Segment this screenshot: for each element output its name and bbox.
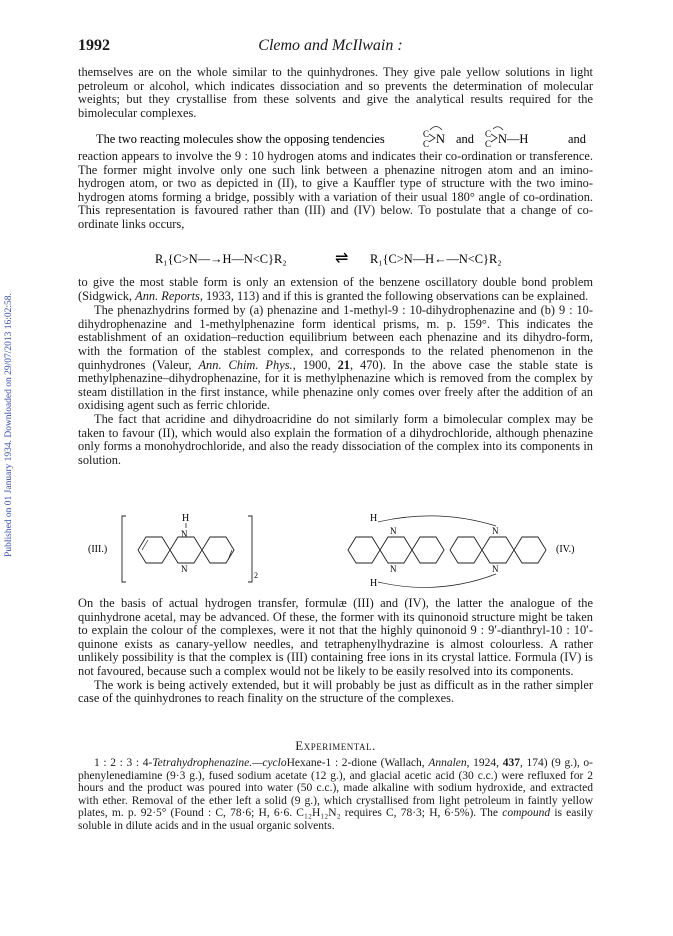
exp-journal: Annalen (428, 757, 467, 769)
n-atom-iv-3: N (492, 526, 499, 536)
paragraph-4-year: , 1900, (292, 357, 331, 372)
page-number: 1992 (78, 37, 110, 54)
paragraph-2 (78, 150, 593, 232)
tendency-svg (78, 121, 593, 149)
experimental-heading: Experimental. (295, 738, 376, 753)
paragraph-4-volume: 21 (337, 357, 350, 372)
exp-text-3: , 174) (9 g.), o-phenylenediamine (9·3 g.), fused sodium acetate (12 g.), and glacial acetic acid (30 c.c.) were refluxed for 2 hours and the product was poured into water (50 c.c.), made alkaline with sodium hydroxide, and extracted with ether. Removal of the ether left a solid (9 g.), which crystallised from light petroleum in faintly yellow plates, m. p. 92·5° (Found : C, 78·6; H, 6·6. C₁₂H₁₂N₂ requires C, 78·3; H, 6·5%). The (78, 757, 594, 820)
exp-prefix: 1 : 2 : 3 : 4- (94, 757, 153, 769)
paragraph-4-b: , 470). In the above case the stable state is methylphenazine–dihydrophenazine, for it is methylphenazine which is removed from the complex by steam distillation in the first instance, while phenazine only comes over freely after the addition of an oxidising agent such as ferric chloride. (78, 357, 593, 413)
paragraph-5-text: The fact that acridine and dihydroacridine do not similarly form a bimolecular complex may be taken to favour (II), which would also explain the formation of a dihydrochloride, although phenazine only forms a monohydrochloride, and also the ready dissociation of the complex into its components in solution. (78, 411, 593, 467)
paragraph-3-b: , 1933, 113) and if this is granted the following observations can be explained. (199, 288, 589, 303)
equation-right: R₁{C>N—H←—N<C}R₂ (370, 252, 502, 266)
c-atom-top: C (423, 129, 430, 139)
tendency-line (78, 121, 593, 149)
paragraph-4-a: The phenazhydrins formed by (a) phenazine and 1-methyl-9 : 10-dihydrophenazine and (b) 9 : 10-dihydrophenazine and 1-methylphenazine form identical prisms, m. p. 159°. This indicates the establishment of an oxidation–reduction equilibrium between each phenazine and its dihydro-form, with the formation of the stablest complex, and corresponds to the related phenomenon in the quinhydrones (Valeur, (78, 303, 593, 372)
exp-cyclo: —cyclo (252, 757, 287, 769)
exp-text-4: is easily soluble in dilute acids and in the usual organic solvents. (78, 807, 594, 832)
paragraph-3-reference: Ann. Reports (135, 288, 200, 303)
n-atom-iv-1: N (390, 526, 397, 536)
paragraph-3 (78, 276, 593, 467)
exp-volume: 437 (502, 757, 520, 769)
label-iii: (III.) (88, 544, 108, 555)
n-atom-iv-2: N (390, 564, 397, 574)
structures-svg (78, 510, 598, 590)
subscript-2: 2 (254, 571, 258, 580)
paragraph-6-text: On the basis of actual hydrogen transfer, formulæ (III) and (IV), the latter the analogue of the quinhydrone acetal, may be advanced. Of these, the former with its quinonoid structure might be taken to explain the colour of the complexes, were it not that the highly quinonoid 9 : 9′-dianthryl-10 : 10′-quinone exists as canary-yellow needles, and tetraphenylhydrazine is almost colourless. A rather unlikely possibility is that the complex is (III) containing free ions in its crystal lattice. Formula (IV) is not favoured, because such a complex would not be likely to be easily resolved into its components. (78, 596, 593, 678)
paragraph-2-text: reaction appears to involve the 9 : 10 hydrogen atoms and indicates their co-ordination or transference. The former might involve only one such link between a phenazine nitrogen atom and an imino-hydrogen atom, or two as depicted in (II), to give a Kauffler type of structure with the two imino-hydrogen atoms forming a bridge, possibly with a variation of their usual 180° angle of co-ordination. This representation is favoured rather than (III) and (IV) below. To postulate that a change of co-ordinate links occurs, (78, 149, 593, 231)
h-atom-iii: H (182, 513, 190, 524)
c-atom-top-2: C (485, 129, 492, 139)
n-atom-iii-top: N (181, 529, 188, 539)
structures-iii-iv (78, 510, 598, 590)
c-atom-bottom-2: C (485, 139, 492, 149)
h-atom-iv-top: H (370, 513, 378, 524)
running-title: Clemo and McIlwain : (258, 37, 403, 54)
equilibrium-arrow: ⇌ (335, 250, 349, 267)
tendency-and-1: and (456, 132, 474, 146)
h-atom-iv-bottom: H (370, 578, 378, 589)
n-atom: N (436, 132, 445, 146)
exp-compound-word: compound (502, 807, 551, 820)
paragraph-1 (78, 66, 593, 120)
paragraph-1-text: themselves are on the whole similar to the quinhydrones. They give pale yellow solutions in light petroleum or alcohol, which indicates dissociation and so prevents the determination of molecular weights; but they crystallise from these solvents and give the analytical results required for the bimolecular complexes. (78, 65, 593, 120)
paragraph-3-a: to give the most stable form is only an extension of the benzene oscillatory double bond problem (Sidgwick, (78, 275, 593, 303)
experimental-section (78, 757, 593, 833)
download-watermark (3, 215, 15, 635)
tendency-group-2 (485, 127, 528, 149)
equation-svg (130, 244, 550, 274)
tendency-start: The two reacting molecules show the opposing tendencies (96, 132, 385, 146)
paragraph-6 (78, 597, 593, 706)
nh-group: N—H (498, 132, 529, 146)
tendency-and-2: and (568, 132, 586, 146)
paragraph-7-text: The work is being actively extended, but it will probably be just as difficult as in the rather simpler case of the quinhydrones to reach finality on the structure of the complexes. (78, 677, 593, 706)
c-atom-bottom: C (423, 139, 430, 149)
exp-compound-title: Tetrahydrophenazine. (152, 757, 253, 769)
n-atom-iv-4: N (492, 564, 499, 574)
tendency-group-1 (423, 127, 445, 150)
n-atom-iii-bottom: N (181, 564, 188, 574)
equation (130, 244, 550, 274)
page-header (78, 37, 583, 57)
equation-left: R₁{C>N—→H—N<C}R₂ (155, 252, 287, 266)
paragraph-4-reference: Ann. Chim. Phys. (198, 357, 293, 372)
download-watermark-text: Published on 01 January 1934. Downloaded on 29/07/2013 16:02:58. (4, 293, 14, 557)
exp-text-2: , 1924, (466, 757, 500, 769)
label-iv: (IV.) (556, 544, 575, 555)
exp-text-1: Hexane-1 : 2-dione (Wallach, (286, 757, 425, 769)
